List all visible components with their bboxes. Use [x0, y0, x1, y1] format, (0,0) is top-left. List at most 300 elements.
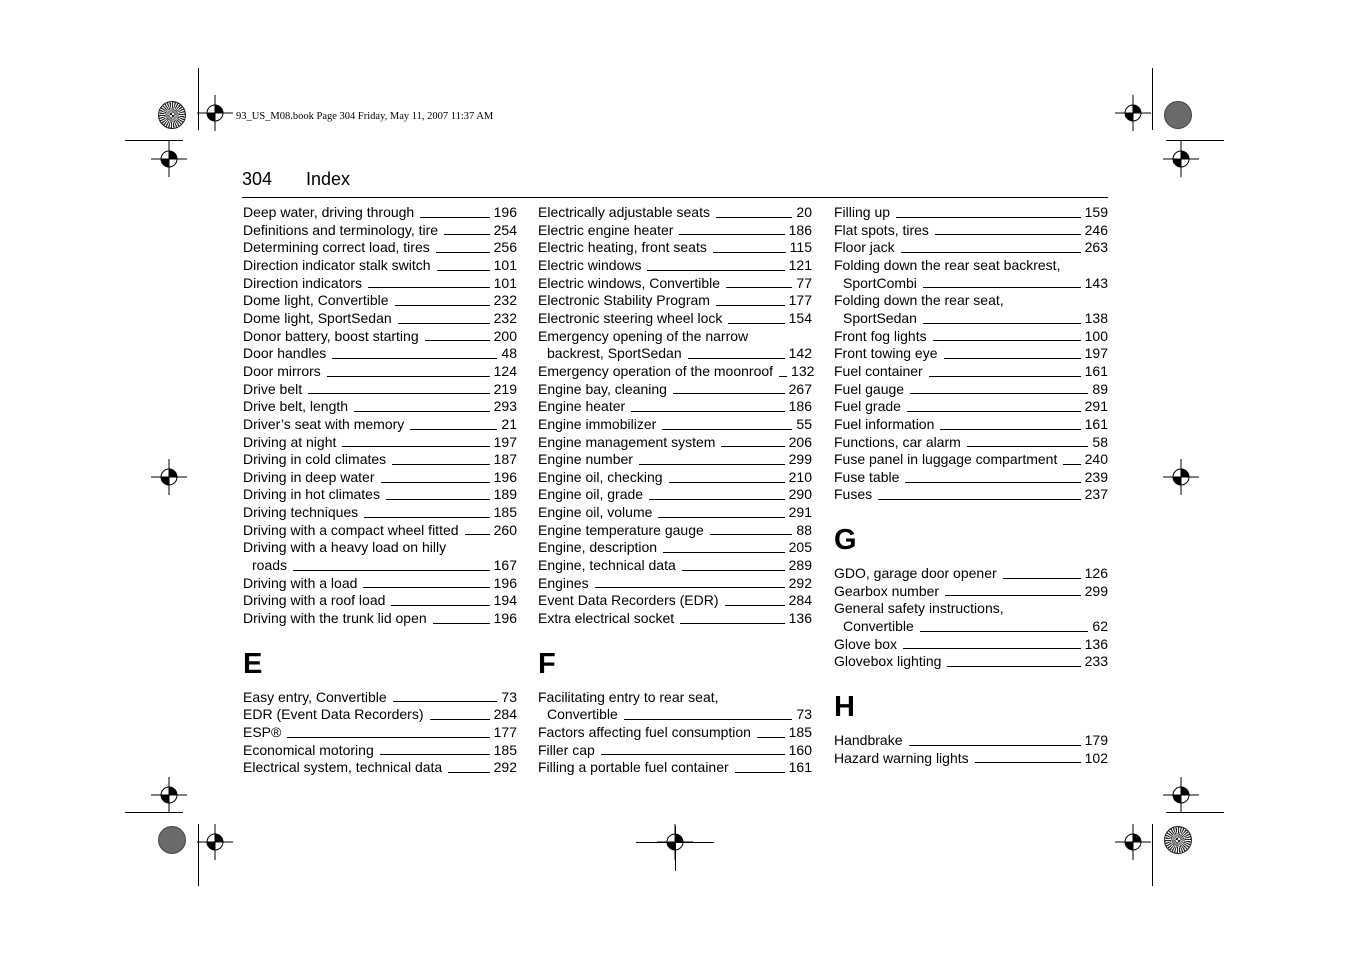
entry-label: Convertible — [547, 706, 618, 723]
index-entry — [243, 451, 517, 469]
leader-line — [907, 411, 1081, 412]
entry-page-number: 138 — [1084, 309, 1108, 326]
index-entry — [538, 742, 812, 760]
leader-line — [713, 252, 786, 253]
index-entry — [538, 610, 812, 628]
entry-page-number: 185 — [788, 724, 812, 741]
crosshair-target-icon — [151, 777, 187, 813]
index-entry — [538, 469, 812, 487]
entry-page-number: 196 — [493, 574, 517, 591]
entry-page-number: 260 — [493, 521, 517, 538]
entry-label: backrest, SportSedan — [547, 345, 682, 362]
entry-page-number: 160 — [788, 741, 812, 758]
entry-page-number: 154 — [788, 309, 812, 326]
leader-line — [688, 358, 785, 359]
entry-label: Fuse panel in luggage compartment — [834, 451, 1058, 468]
entry-page-number: 62 — [1092, 618, 1108, 635]
entry-page-number: 161 — [788, 759, 812, 776]
entry-page-number: 299 — [788, 451, 812, 468]
index-entry — [243, 222, 517, 240]
entry-page-number: 167 — [493, 557, 517, 574]
entry-page-number: 101 — [493, 256, 517, 273]
index-entry — [834, 750, 1108, 768]
entry-label: Handbrake — [834, 732, 903, 749]
entry-page-number: 159 — [1084, 203, 1108, 220]
entry-page-number: 177 — [493, 724, 517, 741]
leader-line — [433, 623, 490, 624]
index-entry — [834, 636, 1108, 654]
leader-line — [896, 217, 1081, 218]
entry-label: Electrical system, technical data — [243, 759, 443, 776]
entry-label: Driving with the trunk lid open — [243, 610, 427, 627]
index-entry — [538, 292, 812, 310]
entry-label: Driving in deep water — [243, 468, 375, 485]
index-entry-label-line — [834, 292, 1108, 310]
entry-label: SportCombi — [843, 274, 917, 291]
entry-label: Driving techniques — [243, 504, 359, 521]
index-entry — [243, 742, 517, 760]
entry-label: Filler cap — [538, 741, 595, 758]
index-entry — [243, 310, 517, 328]
entry-page-number: 185 — [493, 741, 517, 758]
entry-label: Filling a portable fuel container — [538, 759, 729, 776]
index-entry — [538, 345, 812, 363]
entry-page-number: 263 — [1084, 239, 1108, 256]
index-entry — [834, 732, 1108, 750]
index-entry-label-line — [243, 539, 517, 557]
leader-line — [935, 234, 1081, 235]
entry-label: Driving at night — [243, 433, 337, 450]
index-entries — [243, 204, 517, 628]
entry-page-number: 196 — [493, 468, 517, 485]
index-entry — [243, 469, 517, 487]
index-entry — [538, 451, 812, 469]
entry-label: Electrically adjustable seats — [538, 203, 710, 220]
index-entry — [243, 557, 517, 575]
index-entry — [243, 204, 517, 222]
entry-label: Engine management system — [538, 433, 716, 450]
entry-label: Electric windows — [538, 256, 642, 273]
entry-page-number: 292 — [493, 759, 517, 776]
index-entry — [243, 292, 517, 310]
entry-label: Door mirrors — [243, 362, 321, 379]
index-entry — [834, 275, 1108, 293]
index-entry — [243, 592, 517, 610]
entry-page-number: 290 — [788, 486, 812, 503]
leader-line — [923, 323, 1081, 324]
entry-label: Direction indicators — [243, 274, 363, 291]
leader-line — [1003, 578, 1081, 579]
crop-mark — [675, 826, 676, 871]
index-entry — [538, 575, 812, 593]
index-entry-label-line — [834, 257, 1108, 275]
leader-line — [682, 570, 785, 571]
entry-page-number: 189 — [493, 486, 517, 503]
entry-page-number: 197 — [1084, 345, 1108, 362]
entry-page-number: 132 — [791, 362, 815, 379]
leader-line — [944, 358, 1081, 359]
index-entry — [834, 328, 1108, 346]
crosshair-target-icon — [1163, 459, 1199, 495]
entry-label: Drive belt, length — [243, 398, 349, 415]
entry-page-number: 291 — [1084, 398, 1108, 415]
entry-page-number: 121 — [788, 256, 812, 273]
entry-label: Emergency operation of the moonroof — [538, 362, 774, 379]
entry-label: Hazard warning lights — [834, 749, 969, 766]
index-entry — [538, 222, 812, 240]
leader-line — [631, 411, 784, 412]
entry-page-number: 124 — [493, 362, 517, 379]
entry-page-number: 246 — [1084, 221, 1108, 238]
index-entry — [538, 557, 812, 575]
entry-label: Definitions and terminology, tire — [243, 221, 439, 238]
entry-page-number: 177 — [788, 292, 812, 309]
index-entry — [834, 204, 1108, 222]
page-number: 304 — [242, 169, 273, 189]
entry-label: Engine oil, grade — [538, 486, 644, 503]
leader-line — [662, 429, 792, 430]
entry-page-number: 143 — [1084, 274, 1108, 291]
entry-label: Electric heating, front seats — [538, 239, 707, 256]
section-letter-h: H — [834, 691, 855, 724]
press-check-disc-icon — [1164, 826, 1192, 854]
crosshair-target-icon — [1163, 777, 1199, 813]
index-entry — [834, 434, 1108, 452]
entry-label: Economical motoring — [243, 741, 374, 758]
entry-label: Gearbox number — [834, 582, 940, 599]
leader-line — [929, 376, 1081, 377]
index-entry — [243, 759, 517, 777]
leader-line — [901, 252, 1081, 253]
press-check-disc-icon — [158, 826, 186, 854]
entry-label: Driving with a compact wheel fitted — [243, 521, 459, 538]
entry-label: Determining correct load, tires — [243, 239, 430, 256]
entry-page-number: 299 — [1084, 582, 1108, 599]
entry-label: Engine oil, volume — [538, 504, 653, 521]
entry-label: SportSedan — [843, 309, 917, 326]
leader-line — [910, 393, 1088, 394]
index-entry — [834, 487, 1108, 505]
index-entry — [538, 434, 812, 452]
entry-label: Filling up — [834, 203, 891, 220]
index-entries — [834, 204, 1108, 504]
entry-page-number: 100 — [1084, 327, 1108, 344]
entry-label: Fuel gauge — [834, 380, 905, 397]
leader-line — [945, 595, 1081, 596]
entry-page-number: 232 — [493, 309, 517, 326]
entry-page-number: 284 — [493, 706, 517, 723]
entry-page-number: 267 — [788, 380, 812, 397]
crosshair-target-icon — [1115, 95, 1151, 131]
index-entry — [243, 363, 517, 381]
leader-line — [368, 287, 490, 288]
section-letter-f: F — [538, 647, 556, 680]
index-entries-f — [538, 689, 812, 777]
entry-label: Factors affecting fuel consumption — [538, 724, 751, 741]
leader-line — [779, 376, 787, 377]
crop-mark — [1152, 824, 1153, 886]
entry-page-number: 292 — [788, 574, 812, 591]
crosshair-target-icon — [1163, 141, 1199, 177]
index-column-2 — [538, 203, 815, 777]
entry-page-number: 126 — [1084, 565, 1108, 582]
entry-page-number: 20 — [796, 203, 812, 220]
entry-page-number: 161 — [1084, 362, 1108, 379]
leader-line — [465, 534, 490, 535]
section-letter-e: E — [243, 647, 263, 680]
entry-label: Driving with a heavy load on hilly — [243, 539, 447, 556]
index-entry — [834, 239, 1108, 257]
index-entry — [538, 522, 812, 540]
entry-label: Extra electrical socket — [538, 610, 675, 627]
leader-line — [658, 517, 784, 518]
entry-page-number: 179 — [1084, 732, 1108, 749]
entry-label: Driver’s seat with memory — [243, 415, 405, 432]
entry-label: Fuel grade — [834, 398, 901, 415]
entry-label: Convertible — [843, 618, 914, 635]
entry-label: Floor jack — [834, 239, 895, 256]
leader-line — [386, 499, 490, 500]
leader-line — [757, 737, 785, 738]
leader-line — [679, 234, 784, 235]
index-entry — [834, 653, 1108, 671]
entry-page-number: 289 — [788, 557, 812, 574]
index-entry — [538, 310, 812, 328]
entry-label: Facilitating entry to rear seat, — [538, 688, 719, 705]
entry-page-number: 196 — [493, 203, 517, 220]
entry-page-number: 284 — [788, 592, 812, 609]
leader-line — [940, 429, 1080, 430]
index-entry — [834, 583, 1108, 601]
entry-page-number: 21 — [501, 415, 517, 432]
leader-line — [909, 745, 1081, 746]
leader-line — [726, 287, 792, 288]
crosshair-target-icon — [151, 459, 187, 495]
entry-page-number: 186 — [788, 221, 812, 238]
index-entry — [243, 689, 517, 707]
entry-page-number: 136 — [788, 610, 812, 627]
leader-line — [425, 340, 490, 341]
entry-label: Flat spots, tires — [834, 221, 929, 238]
entry-label: Functions, car alarm — [834, 433, 961, 450]
leader-line — [673, 393, 785, 394]
entry-label: Electronic Stability Program — [538, 292, 710, 309]
leader-line — [669, 482, 785, 483]
entry-label: General safety instructions, — [834, 600, 1004, 617]
entry-page-number: 240 — [1084, 451, 1108, 468]
entry-label: Driving in cold climates — [243, 451, 387, 468]
entry-page-number: 187 — [493, 451, 517, 468]
leader-line — [647, 270, 784, 271]
entry-label: Event Data Recorders (EDR) — [538, 592, 719, 609]
leader-line — [393, 701, 498, 702]
index-entry — [834, 345, 1108, 363]
index-entry-label-line — [538, 689, 812, 707]
index-entry — [538, 592, 812, 610]
index-entry — [538, 362, 815, 381]
press-check-disc-icon — [158, 101, 186, 129]
entry-label: Engine number — [538, 451, 633, 468]
index-entry — [834, 381, 1108, 399]
leader-line — [391, 605, 489, 606]
leader-line — [725, 605, 785, 606]
leader-line — [381, 482, 490, 483]
leader-line — [420, 217, 489, 218]
index-entry — [834, 451, 1108, 469]
entry-page-number: 291 — [788, 504, 812, 521]
index-entry — [834, 618, 1108, 636]
index-entry — [834, 222, 1108, 240]
entry-label: Fuel container — [834, 362, 923, 379]
leader-line — [430, 719, 490, 720]
entry-page-number: 254 — [493, 221, 517, 238]
index-entry — [243, 416, 517, 434]
leader-line — [639, 464, 785, 465]
leader-line — [395, 305, 490, 306]
index-entry — [243, 381, 517, 399]
crosshair-target-icon — [197, 95, 233, 131]
entry-page-number: 136 — [1084, 635, 1108, 652]
index-entry — [243, 610, 517, 628]
entry-page-number: 101 — [493, 274, 517, 291]
index-entry — [243, 257, 517, 275]
entry-label: Folding down the rear seat backrest, — [834, 256, 1061, 273]
entry-page-number: 115 — [789, 239, 812, 256]
entry-page-number: 142 — [788, 345, 812, 362]
index-entry — [834, 416, 1108, 434]
leader-line — [933, 340, 1081, 341]
leader-line — [663, 552, 785, 553]
index-entry — [538, 381, 812, 399]
entry-page-number: 237 — [1084, 486, 1108, 503]
entry-page-number: 185 — [493, 504, 517, 521]
leader-line — [595, 587, 785, 588]
entry-label: Glovebox lighting — [834, 653, 942, 670]
entry-label: Engine immobilizer — [538, 415, 657, 432]
leader-line — [624, 719, 793, 720]
entry-label: Driving with a roof load — [243, 592, 386, 609]
leader-line — [923, 287, 1081, 288]
index-entry — [243, 522, 517, 540]
leader-line — [287, 737, 489, 738]
print-slug: 93_US_M08.book Page 304 Friday, May 11, 2007 11:37 AM — [236, 111, 494, 122]
entry-label: Emergency opening of the narrow — [538, 327, 749, 344]
entry-label: Glove box — [834, 635, 898, 652]
index-entry — [834, 310, 1108, 328]
entry-page-number: 205 — [788, 539, 812, 556]
leader-line — [716, 305, 785, 306]
index-entry — [538, 539, 812, 557]
index-entry — [538, 398, 812, 416]
entry-label: Engine temperature gauge — [538, 521, 704, 538]
entry-label: Easy entry, Convertible — [243, 688, 387, 705]
leader-line — [601, 754, 785, 755]
index-entry — [834, 363, 1108, 381]
leader-line — [967, 446, 1089, 447]
index-entries-h — [834, 732, 1108, 767]
entry-label: Donor battery, boost starting — [243, 327, 419, 344]
index-entry — [243, 434, 517, 452]
index-entry — [538, 275, 812, 293]
entry-label: Electric windows, Convertible — [538, 274, 721, 291]
index-entry — [834, 398, 1108, 416]
index-column-1 — [243, 204, 517, 777]
entry-page-number: 161 — [1084, 415, 1108, 432]
index-entry — [834, 469, 1108, 487]
entry-label: Direction indicator stalk switch — [243, 256, 431, 273]
index-entries-g — [834, 565, 1108, 671]
index-entry — [243, 328, 517, 346]
entry-label: Dome light, Convertible — [243, 292, 389, 309]
entry-page-number: 77 — [796, 274, 812, 291]
leader-line — [721, 446, 784, 447]
entry-page-number: 48 — [501, 345, 517, 362]
entry-page-number: 206 — [788, 433, 812, 450]
entry-page-number: 239 — [1084, 468, 1108, 485]
leader-line — [364, 517, 489, 518]
leader-line — [398, 323, 490, 324]
index-entry-label-line — [834, 600, 1108, 618]
entry-page-number: 73 — [501, 688, 517, 705]
entry-page-number: 186 — [788, 398, 812, 415]
index-entry — [243, 275, 517, 293]
leader-line — [436, 252, 490, 253]
index-entry — [538, 706, 812, 724]
entry-label: Front fog lights — [834, 327, 927, 344]
entry-label: Fuse table — [834, 468, 900, 485]
index-entry-label-line — [538, 328, 812, 346]
index-entry — [538, 759, 812, 777]
entry-label: Engine oil, checking — [538, 468, 663, 485]
index-entry — [243, 724, 517, 742]
leader-line — [728, 323, 784, 324]
entry-label: Engines — [538, 574, 589, 591]
entry-label: Door handles — [243, 345, 327, 362]
leader-line — [680, 623, 784, 624]
crosshair-target-icon — [151, 141, 187, 177]
entry-page-number: 102 — [1084, 749, 1108, 766]
entry-label: Dome light, SportSedan — [243, 309, 392, 326]
entry-page-number: 197 — [493, 433, 517, 450]
section-letter-g: G — [834, 524, 857, 557]
leader-line — [332, 358, 497, 359]
entry-page-number: 58 — [1092, 433, 1108, 450]
index-entry — [538, 257, 812, 275]
entry-page-number: 210 — [788, 468, 812, 485]
entry-page-number: 55 — [796, 415, 812, 432]
leader-line — [905, 482, 1080, 483]
entry-label: Front towing eye — [834, 345, 938, 362]
index-entry — [538, 487, 812, 505]
entry-label: Drive belt — [243, 380, 303, 397]
leader-line — [437, 270, 490, 271]
entry-label: GDO, garage door opener — [834, 565, 997, 582]
page-title: Index — [306, 169, 351, 189]
leader-line — [444, 234, 490, 235]
leader-line — [392, 464, 489, 465]
index-entry — [538, 204, 812, 222]
leader-line — [448, 772, 489, 773]
entry-page-number: 219 — [493, 380, 517, 397]
entry-label: Electronic steering wheel lock — [538, 309, 723, 326]
entry-page-number: 256 — [493, 239, 517, 256]
entry-page-number: 200 — [493, 327, 517, 344]
leader-line — [1063, 464, 1080, 465]
leader-line — [947, 666, 1080, 667]
entry-label: Engine bay, cleaning — [538, 380, 667, 397]
entry-label: Engine, description — [538, 539, 658, 556]
entry-page-number: 233 — [1084, 653, 1108, 670]
